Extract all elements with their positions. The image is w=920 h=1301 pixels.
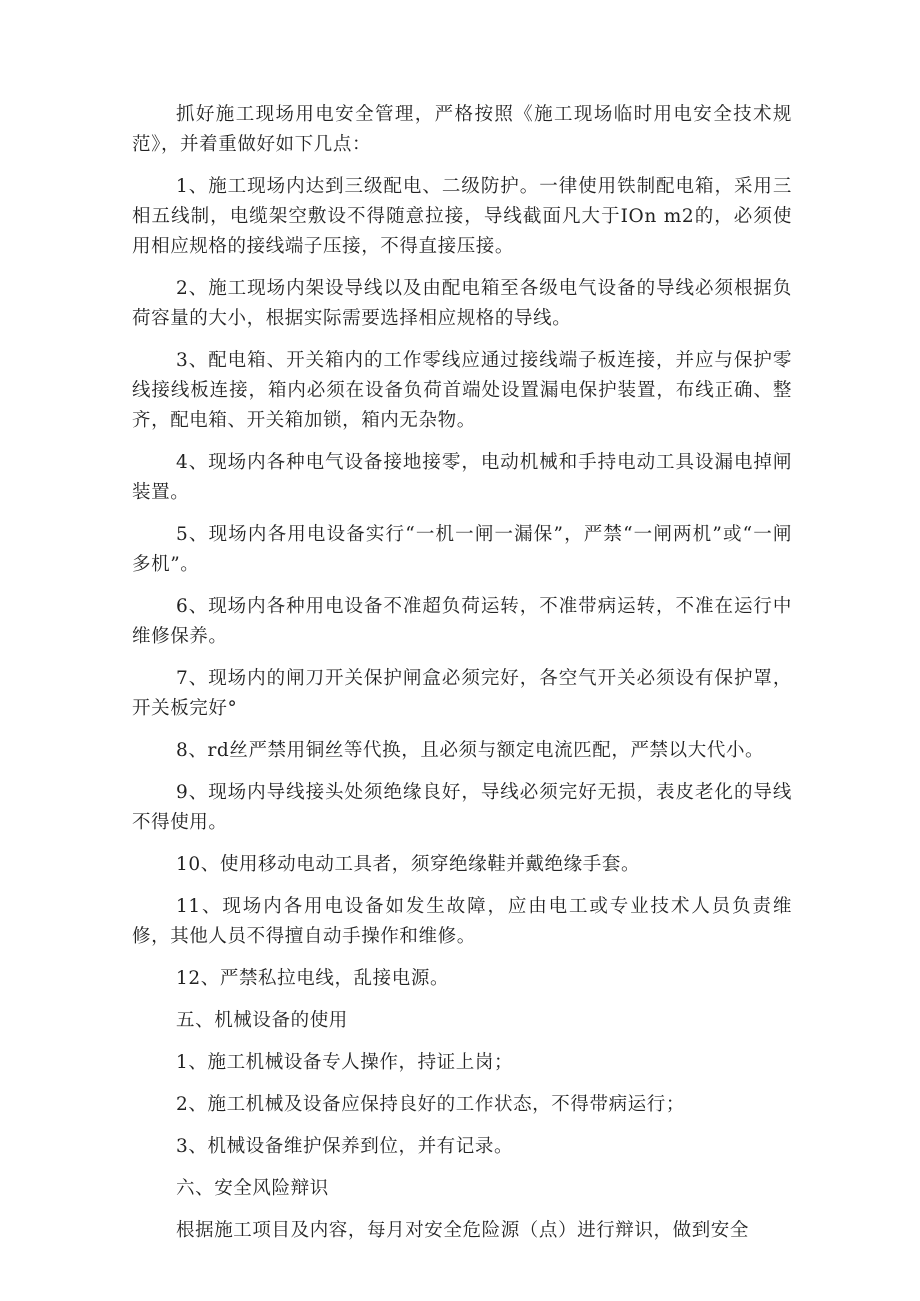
- electrical-item-3: 3、配电箱、开关箱内的工作零线应通过接线端子板连接，并应与保护零线接线板连接，箱内必须在设备负荷首端处设置漏电保护装置，布线正确、整齐，配电箱、开关箱加锁，箱内无杂物。: [132, 350, 792, 431]
- electrical-item-6: 6、现场内各种用电设备不准超负荷运转，不准带病运转，不准在运行中维修保养。: [132, 596, 792, 647]
- electrical-item-1: 1、施工现场内达到三级配电、二级防护。一律使用铁制配电箱，采用三相五线制，电缆架空敷设不得随意拉接，导线截面凡大于IOn m2的，必须使用相应规格的接线端子压接，不得直接压接。: [132, 176, 792, 257]
- section-5-heading: 五、机械设备的使用: [176, 1010, 348, 1031]
- electrical-item-5: 5、现场内各用电设备实行“一机一闸一漏保”，严禁“一闸两机”或“一闸多机”。: [132, 524, 792, 575]
- machinery-item-3: 3、机械设备维护保养到位，并有记录。: [176, 1136, 514, 1157]
- risk-identification-paragraph: 根据施工项目及内容，每月对安全危险源（点）进行辩识，做到安全: [176, 1220, 750, 1241]
- electrical-item-9: 9、现场内导线接头处须绝缘良好，导线必须完好无损，表皮老化的导线不得使用。: [132, 782, 792, 833]
- electrical-item-11: 11、现场内各用电设备如发生故障，应由电工或专业技术人员负责维修，其他人员不得擅自动手操作和维修。: [132, 896, 792, 947]
- document-body: [132, 100, 792, 1258]
- electrical-item-2: 2、施工现场内架设导线以及由配电箱至各级电气设备的导线必须根据负荷容量的大小，根据实际需要选择相应规格的导线。: [132, 278, 792, 329]
- machinery-item-2: 2、施工机械及设备应保持良好的工作状态，不得带病运行；: [176, 1094, 685, 1115]
- electrical-item-10: 10、使用移动电动工具者，须穿绝缘鞋并戴绝缘手套。: [176, 854, 641, 875]
- section-6-heading: 六、安全风险辩识: [176, 1178, 329, 1199]
- electrical-item-7: 7、现场内的闸刀开关保护闸盒必须完好，各空气开关必须设有保护罩，开关板完好°: [132, 668, 792, 719]
- intro-paragraph: 抓好施工现场用电安全管理，严格按照《施工现场临时用电安全技术规范》，并着重做好如下几点：: [132, 104, 792, 155]
- machinery-item-1: 1、施工机械设备专人操作，持证上岗；: [176, 1052, 514, 1073]
- electrical-item-8: 8、rd丝严禁用铜丝等代换，且必须与额定电流匹配，严禁以大代小。: [176, 740, 765, 761]
- electrical-item-4: 4、现场内各种电气设备接地接零，电动机械和手持电动工具设漏电掉闸装置。: [132, 452, 792, 503]
- electrical-item-12: 12、严禁私拉电线，乱接电源。: [176, 968, 450, 989]
